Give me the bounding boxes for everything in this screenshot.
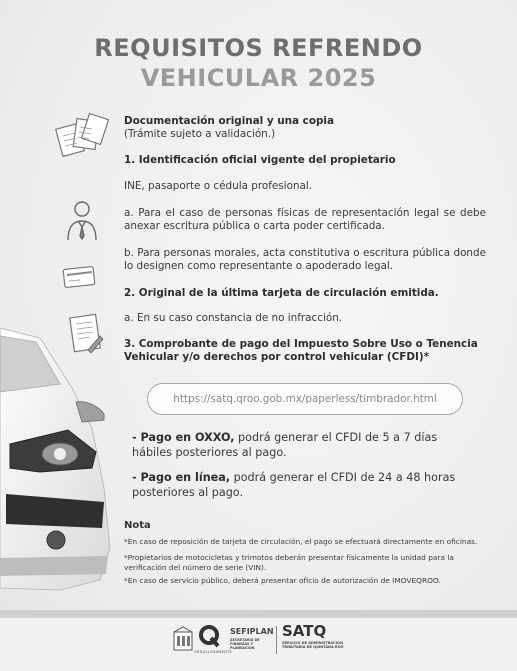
logo-divider: [276, 626, 277, 654]
timbrador-url[interactable]: https://satq.qroo.gob.mx/paperless/timbrador.html: [173, 393, 437, 405]
documents-icon: [55, 112, 111, 164]
nota-title: Nota: [124, 520, 151, 531]
payment-oxxo-label: - Pago en OXXO,: [132, 431, 235, 444]
req1-text: INE, pasaporte o cédula profesional.: [124, 180, 313, 192]
payment-oxxo-text: podrá generar el CFDI de 5 a 7 días hábiles posteriores al pago.: [132, 431, 438, 459]
q-logo-caption: ORGULLOSAMENTE: [194, 650, 233, 654]
payment-oxxo: [132, 430, 462, 460]
intro-subheading: (Trámite sujeto a validación.): [124, 128, 276, 140]
nota-item-1: *En caso de reposición de tarjeta de circulación, el pago se efectuará directamente en oficinas.: [124, 537, 478, 546]
title-line-1: REQUISITOS REFRENDO: [94, 34, 423, 62]
person-tie-icon: [64, 198, 100, 242]
req3-heading: 3. Comprobante de pago del Impuesto Sobre Uso o Tenencia Vehicular y/o derechos por control vehicular (CFDI)*: [124, 338, 478, 363]
timbrador-link[interactable]: [147, 383, 463, 415]
car-image: [0, 318, 118, 608]
nota-item-3: *En caso de servicio público, deberá presentar oficio de autorización de IMOVEQROO.: [124, 576, 441, 585]
satq-logo: SATQ: [282, 622, 327, 640]
req2-heading: 2. Original de la última tarjeta de circulación emitida.: [124, 287, 439, 299]
req1-item-a: a. Para el caso de personas físicas de representación legal se debe anexar escritura pública o carta poder certificada.: [124, 207, 486, 232]
footer: [0, 618, 517, 671]
nota-item-2: *Propietarios de motocicletas y trimotos deberán presentar físicamente la unidad para la verificación del número de serie (VIN).: [124, 553, 454, 572]
sefiplan-caption: SECRETARÍA DE FINANZAS Y PLANEACIÓN: [230, 638, 260, 650]
state-seal-logo: [172, 626, 194, 654]
req1-item-b: b. Para personas morales, acta constitutiva o escritura pública donde lo designen como representante o apoderado legal.: [124, 247, 486, 272]
payment-online-text: podrá generar el CFDI de 24 a 48 horas posteriores al pago.: [132, 471, 456, 499]
intro-heading: Documentación original y una copia: [124, 115, 334, 127]
sefiplan-logo: SEFIPLAN: [230, 627, 274, 636]
footer-divider: [0, 610, 517, 618]
req2-item-a: a. En su caso constancia de no infracción.: [124, 312, 343, 324]
q-logo: [198, 624, 220, 648]
card-icon: [62, 264, 98, 288]
title-line-2: VEHICULAR 2025: [140, 64, 377, 92]
payment-online: [132, 470, 462, 500]
payment-online-label: - Pago en línea,: [132, 471, 231, 484]
req1-heading: 1. Identificación oficial vigente del propietario: [124, 154, 396, 166]
intro-block: [124, 115, 486, 141]
satq-caption: SERVICIO DE ADMINISTRACIÓN TRIBUTARIA DE QUINTANA ROO: [282, 641, 344, 650]
